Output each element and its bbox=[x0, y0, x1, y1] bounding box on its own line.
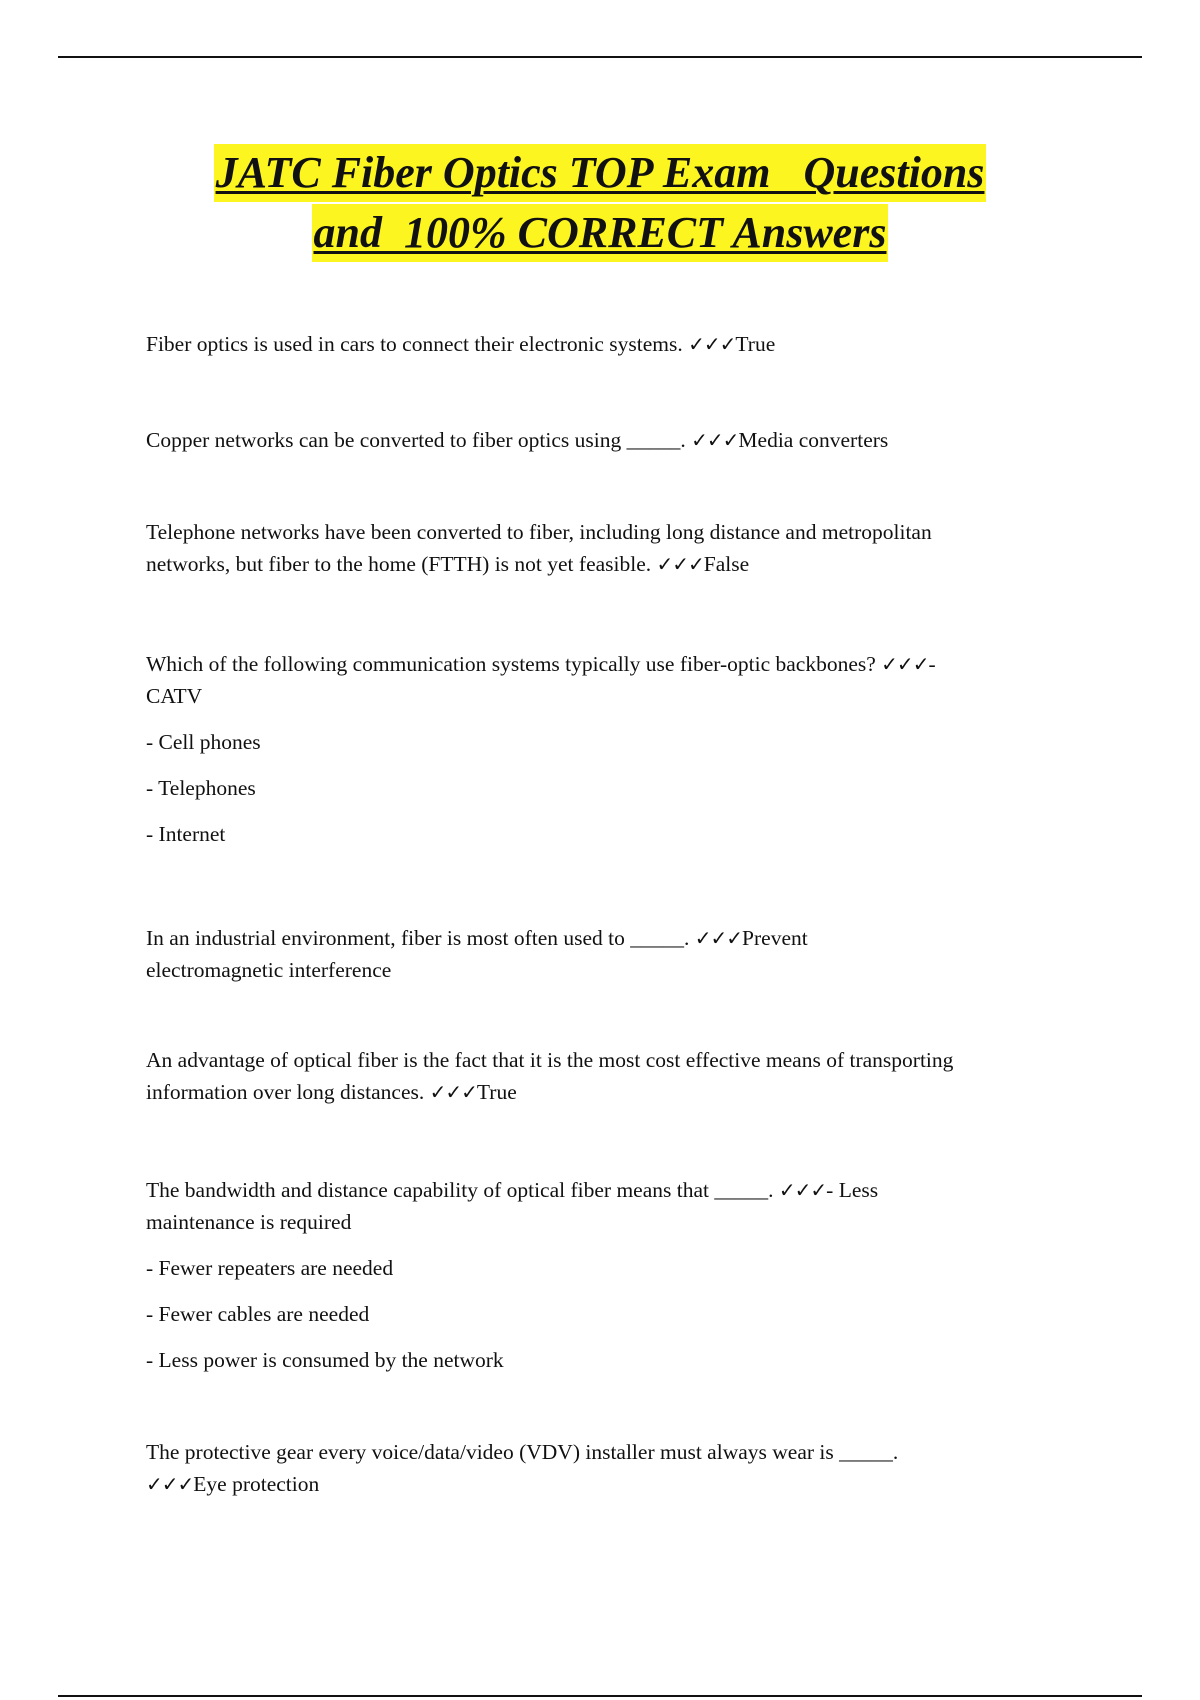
question-text: An advantage of optical fiber is the fact that it is the most cost effective means of transporting bbox=[146, 1048, 954, 1072]
checkmark-icon: ✓✓✓ bbox=[778, 1178, 827, 1202]
answer-text: - Less bbox=[826, 1178, 879, 1202]
question-text: In an industrial environment, fiber is most often used to _____. bbox=[146, 926, 695, 950]
footer-rule bbox=[58, 1695, 1142, 1697]
answer-text: True bbox=[476, 1080, 517, 1104]
answer-text: True bbox=[735, 332, 776, 356]
answer-list-item: - Fewer cables are needed bbox=[146, 1302, 370, 1326]
qa-item-4 bbox=[146, 648, 936, 850]
answer-text: CATV bbox=[146, 684, 203, 708]
qa-item-1 bbox=[146, 328, 775, 360]
checkmark-icon: ✓✓✓ bbox=[429, 1080, 477, 1104]
checkmark-icon: ✓✓✓ bbox=[881, 652, 929, 676]
question-text: Fiber optics is used in cars to connect their electronic systems. bbox=[146, 332, 689, 356]
answer-text: Media converters bbox=[738, 428, 889, 452]
question-text: information over long distances. bbox=[146, 1080, 430, 1104]
answer-text: Eye protection bbox=[193, 1472, 320, 1496]
document-title bbox=[100, 144, 1100, 264]
answer-list-item: - Cell phones bbox=[146, 730, 261, 754]
header-rule bbox=[58, 56, 1142, 58]
answer-text: - bbox=[928, 652, 936, 676]
question-text: Telephone networks have been converted to fiber, including long distance and metropolitan bbox=[146, 520, 932, 544]
question-text: Which of the following communication systems typically use fiber-optic backbones? bbox=[146, 652, 882, 676]
title-line-2: and 100% CORRECT Answers bbox=[312, 204, 889, 262]
answer-text: False bbox=[703, 552, 750, 576]
answer-list-item: - Fewer repeaters are needed bbox=[146, 1256, 394, 1280]
answer-list-item: - Telephones bbox=[146, 776, 256, 800]
qa-item-2 bbox=[146, 424, 888, 456]
qa-item-7 bbox=[146, 1174, 878, 1376]
answer-text: Prevent bbox=[742, 926, 808, 950]
checkmark-icon: ✓✓✓ bbox=[691, 428, 739, 452]
checkmark-icon: ✓✓✓ bbox=[688, 332, 736, 356]
answer-text: electromagnetic interference bbox=[146, 958, 392, 982]
question-text: The protective gear every voice/data/video (VDV) installer must always wear is _____. bbox=[146, 1440, 899, 1464]
answer-list-item: - Internet bbox=[146, 822, 226, 846]
qa-item-6 bbox=[146, 1044, 953, 1108]
checkmark-icon: ✓✓✓ bbox=[146, 1472, 194, 1496]
qa-item-8 bbox=[146, 1436, 898, 1500]
question-text: Copper networks can be converted to fiber optics using _____. bbox=[146, 428, 692, 452]
answer-text: maintenance is required bbox=[146, 1210, 352, 1234]
checkmark-icon: ✓✓✓ bbox=[694, 926, 743, 950]
qa-item-3 bbox=[146, 516, 932, 580]
question-text: The bandwidth and distance capability of optical fiber means that _____. bbox=[146, 1178, 779, 1202]
title-line-1: JATC Fiber Optics TOP Exam Questions bbox=[214, 144, 987, 202]
answer-list-item: - Less power is consumed by the network bbox=[146, 1348, 504, 1372]
checkmark-icon: ✓✓✓ bbox=[656, 552, 704, 576]
qa-item-5 bbox=[146, 922, 808, 986]
question-text: networks, but fiber to the home (FTTH) is not yet feasible. bbox=[146, 552, 657, 576]
